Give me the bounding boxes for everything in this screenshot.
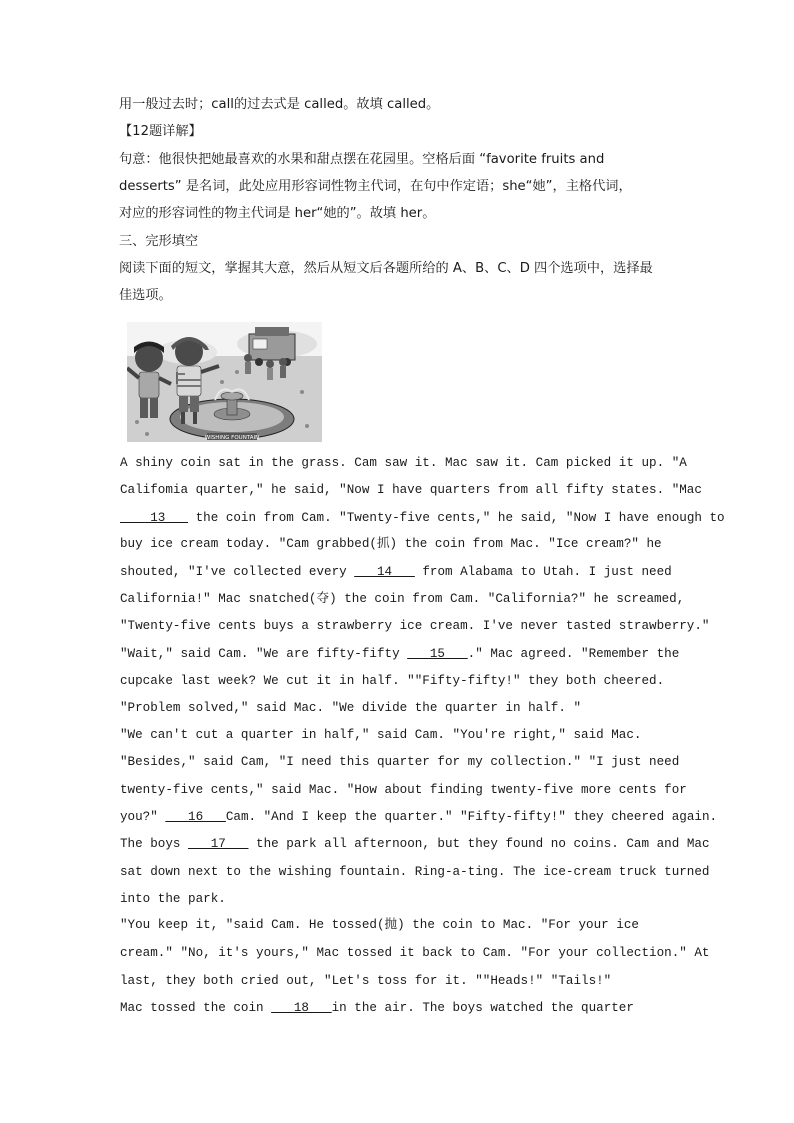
passage-line: Califomia quarter,″ he said, ″Now I have quarters from all fifty states. ″Mac — [120, 483, 702, 497]
truck-icon — [249, 327, 295, 366]
passage-line: cream.″ ″No, it's yours,″ Mac tossed it back to Cam. ″For your collection.″ At — [120, 946, 710, 960]
section-title: 三、完形填空 — [119, 234, 199, 249]
blank-18[interactable]: ___18___ — [271, 1001, 332, 1015]
explanation-line-1: 用一般过去时；call的过去式是 called。故填 called。 — [119, 97, 440, 112]
passage-line: ″We can't cut a quarter in half,″ said Cam. ″You're right,″ said Mac. — [120, 728, 642, 742]
passage-line: The boys ___17___ the park all afternoon, but they found no coins. Cam and Mac — [120, 837, 710, 851]
boys-fountain-illustration — [127, 322, 322, 442]
passage-line: sat down next to the wishing fountain. Ring-a-ting. The ice-cream truck turned — [120, 865, 710, 879]
blank-17[interactable]: ___17___ — [188, 837, 249, 851]
passage-line: twenty-five cents,″ said Mac. ″How about finding twenty-five more cents for — [120, 783, 687, 797]
passage-line: ___13___ the coin from Cam. ″Twenty-five cents,″ he said, ″Now I have enough to — [120, 511, 725, 525]
passage-line: buy ice cream today. ″Cam grabbed(抓) the coin from Mac. ″Ice cream?″ he — [120, 537, 662, 551]
passage-line: Mac tossed the coin ___18___in the air. The boys watched the quarter — [120, 1001, 634, 1015]
passage-line: ″Besides,″ said Cam, ″I need this quarter for my collection.″ ″I just need — [120, 755, 680, 769]
passage-line: ″Wait,″ said Cam. ″We are fifty-fifty ___15___.″ Mac agreed. ″Remember the — [120, 647, 680, 661]
passage-line: cupcake last week? We cut it in half. ″″Fifty-fifty!″ they both cheered. — [120, 674, 665, 688]
passage-line: shouted, ″I've collected every ___14___ from Alabama to Utah. I just need — [120, 565, 672, 579]
explanation-line-3: 句意：他很快把她最喜欢的水果和甜点摆在花园里。空格后面 “favorite fruits and — [119, 152, 605, 167]
passage-line: last, they both cried out, ″Let's toss for it. ″″Heads!″ ″Tails!″ — [120, 974, 612, 988]
explanation-line-4: desserts” 是名词，此处应用形容词性物主代词，在句中作定语；she“她”，主格代词， — [119, 179, 632, 194]
passage-line: ″You keep it, ″said Cam. He tossed(抛) the coin to Mac. ″For your ice — [120, 918, 639, 932]
passage-line: ″Twenty-five cents buys a strawberry ice cream. I've never tasted strawberry.″ — [120, 619, 710, 633]
blank-13[interactable]: ___13___ — [120, 511, 189, 525]
passage-line: ″Problem solved,″ said Mac. ″We divide the quarter in half. ″ — [120, 701, 582, 715]
passage-line: you?″ ___16___Cam. ″And I keep the quarter.″ ″Fifty-fifty!″ they cheered again. — [120, 810, 718, 824]
blank-16[interactable]: ___16___ — [165, 810, 226, 824]
blank-15[interactable]: ___15___ — [407, 647, 468, 661]
passage-line: A shiny coin sat in the grass. Cam saw it. Mac saw it. Cam picked it up. ″A — [120, 456, 687, 470]
explanation-line-5: 对应的形容词性的物主代词是 her“她的”。故填 her。 — [119, 206, 436, 221]
instruction-line-2: 佳选项。 — [119, 288, 172, 303]
blank-14[interactable]: ___14___ — [354, 565, 415, 579]
instruction-line-1: 阅读下面的短文，掌握其大意，然后从短文后各题所给的 A、B、C、D 四个选项中，选择最 — [119, 261, 653, 276]
passage-line: California!″ Mac snatched(夺) the coin from Cam. ″California?″ he screamed, — [120, 592, 685, 606]
passage-line: into the park. — [120, 892, 226, 906]
fountain-sign: WISHING FOUNTAIN — [204, 435, 260, 441]
question-12-heading: 【12题详解】 — [119, 124, 202, 139]
